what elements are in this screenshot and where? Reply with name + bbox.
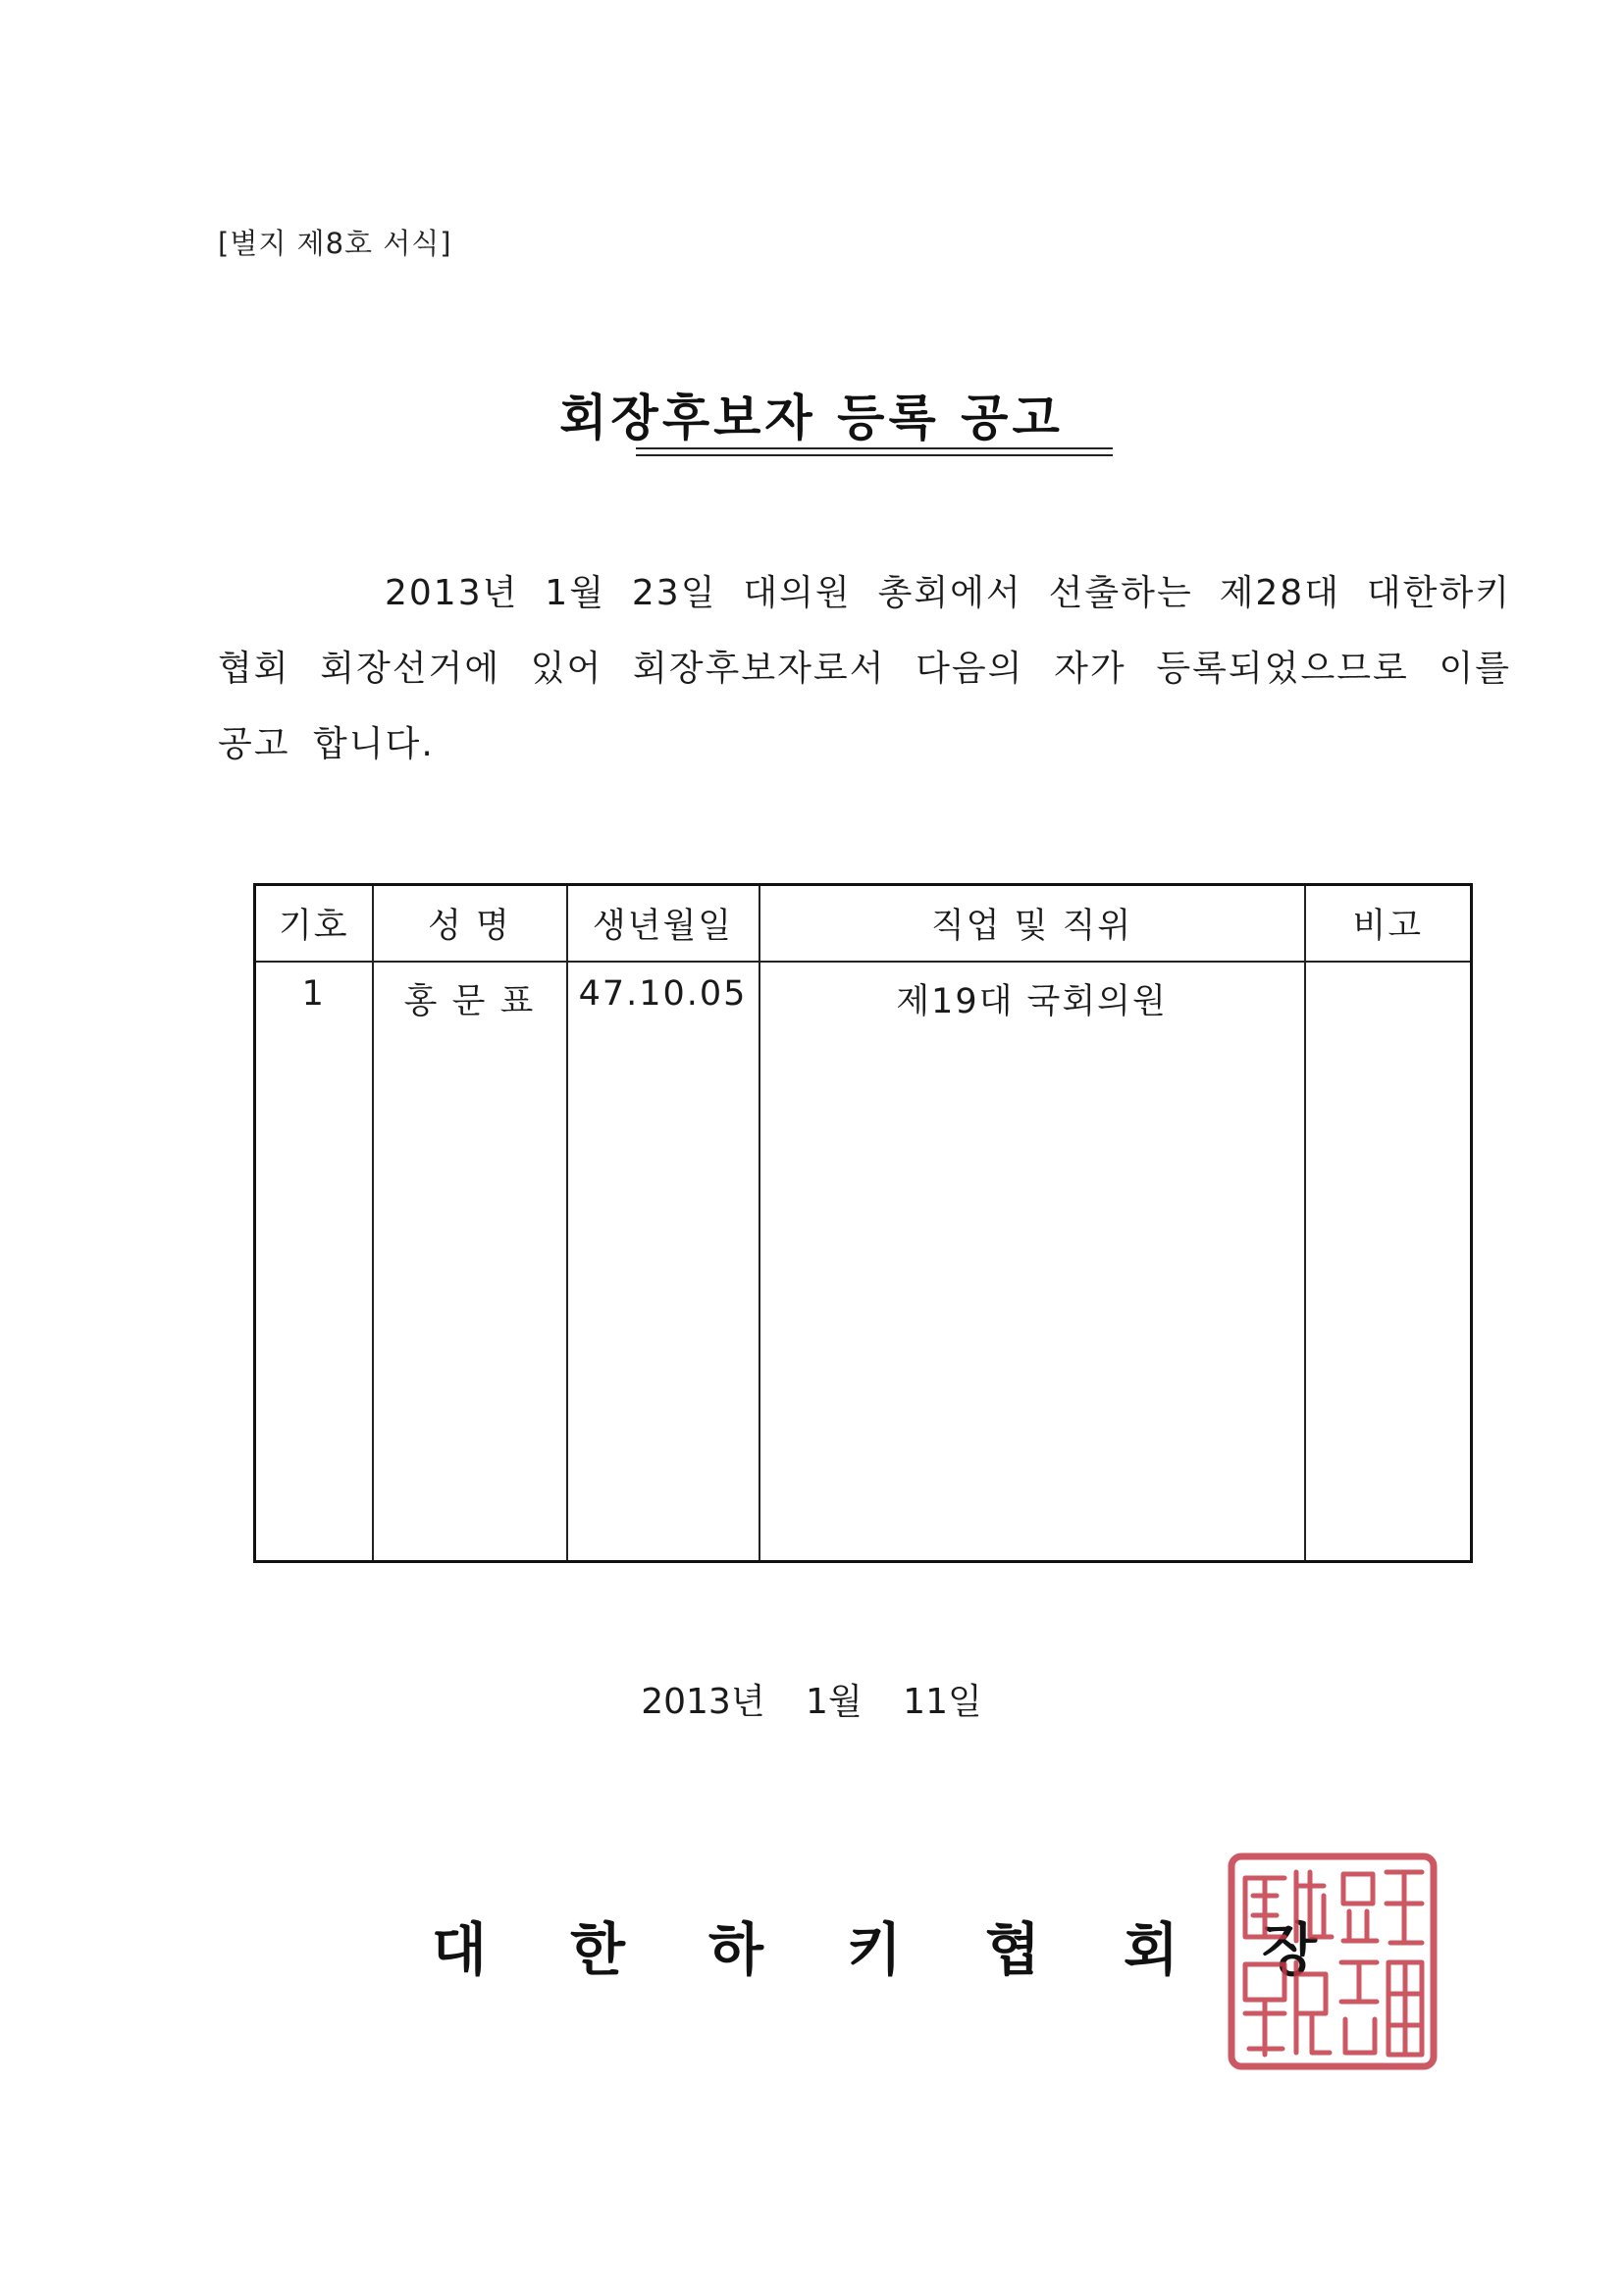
cell-number: 1 bbox=[255, 962, 373, 1562]
cell-birthdate: 47.10.05 bbox=[567, 962, 759, 1562]
candidate-table bbox=[253, 883, 1473, 1563]
header-occupation: 직업 및 직위 bbox=[759, 885, 1305, 963]
table-header-row bbox=[255, 885, 1472, 963]
cell-occupation: 제19대 국회의원 bbox=[759, 962, 1305, 1562]
cell-remarks bbox=[1305, 962, 1472, 1562]
header-remarks: 비고 bbox=[1305, 885, 1472, 963]
form-code: [별지 제8호 서식] bbox=[218, 227, 452, 260]
org-char: 대 bbox=[432, 1916, 488, 1983]
header-name: 성 명 bbox=[373, 885, 567, 963]
cell-name: 홍 문 표 bbox=[373, 962, 567, 1562]
table-row bbox=[255, 962, 1472, 1562]
org-char: 키 bbox=[847, 1916, 903, 1983]
header-birthdate: 생년월일 bbox=[567, 885, 759, 963]
notice-body bbox=[218, 555, 1511, 782]
page-title: 회장후보자 등록 공고 bbox=[559, 390, 1064, 446]
org-char: 하 bbox=[708, 1916, 764, 1983]
org-char: 장 bbox=[1262, 1916, 1318, 1983]
org-char: 한 bbox=[570, 1916, 626, 1983]
title-underline bbox=[636, 447, 1113, 456]
org-char: 회 bbox=[1124, 1916, 1179, 1983]
notice-date: 2013년 1월 11일 bbox=[641, 1682, 982, 1722]
org-char: 협 bbox=[985, 1916, 1041, 1983]
official-seal-icon bbox=[1224, 1847, 1441, 2076]
header-number: 기호 bbox=[255, 885, 373, 963]
notice-paragraph: 2013년 1월 23일 대의원 총회에서 선출하는 제28대 대한하키협회 회장선거에 있어 회장후보자로서 다음의 자가 등록되었으므로 이를 공고 합니다. bbox=[218, 573, 1511, 764]
